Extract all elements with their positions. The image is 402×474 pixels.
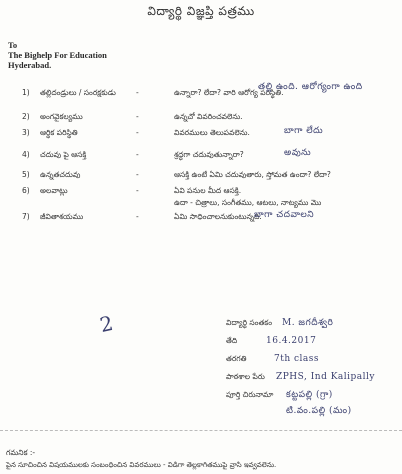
field-question: ఉన్నారా? లేదా? వారి ఆరోగ్య పరిస్థితి. (174, 88, 284, 97)
address-line-org: The Bighelp For Education (8, 50, 107, 60)
address-line-city: Hyderabad. (8, 60, 52, 70)
field-number: 3) (22, 128, 30, 137)
handwritten-mark: 2 (97, 310, 116, 338)
field-number: 7) (22, 212, 30, 221)
info-value-handwritten: టి.వం.పల్లి (మం) (286, 406, 352, 416)
info-label: తరగతి (226, 354, 247, 363)
info-label: పాఠశాల పేరు (226, 372, 265, 381)
field-dash: - (136, 150, 139, 159)
field-question: ఆసక్తి ఉంటే ఏమి చదువుతారు, స్తోమత ఉందా? లేదా? (174, 170, 331, 179)
field-answer-handwritten: అవును (284, 148, 312, 158)
info-value-handwritten: 16.4.2017 (266, 336, 317, 346)
field-answer-handwritten: బాగా చదవాలని (254, 210, 315, 220)
address-line-to: To (8, 40, 18, 50)
info-row-address-line2 (226, 406, 402, 420)
field-dash: - (136, 170, 139, 179)
field-number: 1) (22, 88, 30, 97)
info-label: తేది (226, 336, 238, 345)
hobbies-example-line (174, 198, 321, 209)
hobbies-example-text: చిత్రాలు, సంగీతము, ఆటలు, నాట్యము మొ (195, 198, 322, 207)
address-block (8, 40, 107, 70)
info-value-handwritten: 7th class (274, 354, 320, 364)
info-value-handwritten: M. జగదీశ్వరి (282, 318, 334, 328)
field-question: శ్రద్ధగా చదువుతున్నారా? (174, 150, 244, 159)
info-row-address (226, 390, 402, 404)
field-label: జీవితాశయము (40, 212, 84, 221)
field-label: ఆర్థిక పరిస్థితి (40, 128, 78, 137)
notes-text: పైన సూచించిన విషయములకు సంబంధించిన వివరములు - విడిగా తెల్లకాగితముపై వ్రాసి ఇవ్వవలెను. (6, 461, 277, 469)
form-title: విద్యార్థి విజ్ఞప్తి పత్రము (147, 4, 255, 18)
field-number: 6) (22, 186, 30, 195)
field-label: అలవాట్లు (40, 186, 68, 195)
info-label: పూర్తి చిరునామా (226, 390, 274, 399)
field-label: తల్లిదండ్రులు / సంరక్షకుడు (40, 88, 116, 97)
info-value-handwritten: ZPHS, Ind Kalipally (276, 372, 376, 382)
field-question: వివరములు తెలుపవలెను. (174, 128, 250, 137)
info-row-date (226, 336, 402, 350)
hobbies-example-prefix: ఉదా - (174, 198, 193, 207)
info-value-handwritten: కట్టపల్లి (గ్రా) (286, 390, 333, 400)
field-label: చదువు పై ఆసక్తి (40, 150, 87, 159)
field-question: ఏవి పనుల మీద ఆసక్తి. (174, 186, 242, 195)
field-dash: - (136, 186, 139, 195)
field-label: ఉన్నతచదువు (40, 170, 81, 179)
field-number: 5) (22, 170, 30, 179)
field-question: ఉన్నచో వివరించవలెను. (174, 112, 243, 121)
info-row-signature (226, 318, 402, 332)
field-answer-handwritten: తల్లి ఉంది. ఆరోగ్యంగా ఉంది (258, 82, 363, 92)
field-number: 4) (22, 150, 30, 159)
field-label: అంగవైకల్యము (40, 112, 83, 121)
info-row-school (226, 372, 402, 386)
field-answer-handwritten: బాగా లేదు (284, 126, 324, 136)
field-dash: - (136, 128, 139, 137)
field-question: ఏమి సాధించాలనుకుంటున్నది. (174, 212, 262, 221)
notes-heading: గమనిక :- (6, 448, 36, 457)
section-divider (0, 430, 402, 431)
field-dash: - (136, 212, 139, 221)
field-dash: - (136, 88, 139, 97)
info-label: విద్యార్థి సంతకం (226, 318, 273, 327)
field-dash: - (136, 112, 139, 121)
info-row-class (226, 354, 402, 368)
field-number: 2) (22, 112, 30, 121)
